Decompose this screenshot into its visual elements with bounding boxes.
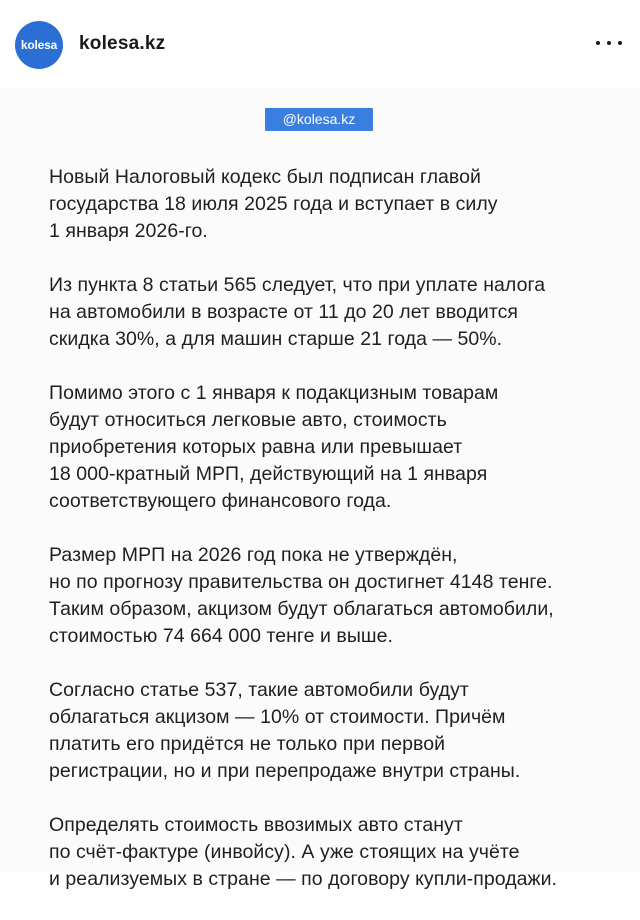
text-line: Размер МРП на 2026 год пока не утверждён,: [49, 544, 458, 566]
text-line: но по прогнозу правительства он достигнет 4148 тенге.: [49, 571, 553, 593]
more-horizontal-icon[interactable]: [596, 38, 622, 48]
text-line: и реализуемых в стране — по договору купли-продажи.: [49, 868, 558, 890]
text-line: по счёт-фактуре (инвойсу). А уже стоящих на учёте: [49, 841, 520, 863]
text-line: соответствующего финансового года.: [49, 490, 392, 512]
text-line: регистрации, но и при перепродаже внутри страны.: [49, 760, 521, 782]
text-line: будут относиться легковые авто, стоимость: [49, 409, 447, 431]
text-line: Согласно статье 537, такие автомобили будут: [49, 679, 469, 701]
text-line: облагаться акцизом — 10% от стоимости. Причём: [49, 706, 506, 728]
text-line: платить его придётся не только при первой: [49, 733, 446, 755]
kolesa-logo: kolesa: [20, 38, 58, 52]
paragraph: [49, 542, 619, 650]
text-line: Из пункта 8 статьи 565 следует, что при уплате налога: [49, 274, 546, 296]
text-line: Новый Налоговый кодекс был подписан главой: [49, 166, 481, 188]
paragraph: [49, 380, 619, 515]
text-line: на автомобили в возрасте от 11 до 20 лет вводится: [49, 301, 519, 323]
post-text: [49, 164, 619, 920]
paragraph: [49, 677, 619, 785]
text-line: Определять стоимость ввозимых авто станут: [49, 814, 463, 836]
avatar[interactable]: [15, 21, 63, 69]
text-line: 18 000-кратный МРП, действующий на 1 января: [49, 463, 488, 485]
text-line: приобретения которых равна или превышает: [49, 436, 463, 458]
paragraph: [49, 164, 619, 245]
text-line: 1 января 2026-го.: [49, 220, 208, 242]
account-name[interactable]: kolesa.kz: [79, 33, 166, 54]
paragraph: [49, 272, 619, 353]
paragraph: [49, 812, 619, 893]
text-line: Таким образом, акцизом будут облагаться автомобили,: [49, 598, 554, 620]
post-header: [0, 0, 640, 88]
text-line: государства 18 июля 2025 года и вступает в силу: [49, 193, 498, 215]
post-image[interactable]: [0, 88, 640, 890]
text-line: Помимо этого с 1 января к подакцизным товарам: [49, 382, 499, 404]
text-line: стоимостью 74 664 000 тенге и выше.: [49, 625, 393, 647]
watermark-tag: @kolesa.kz: [265, 108, 373, 131]
text-line: скидка 30%, а для машин старше 21 года — 50%.: [49, 328, 503, 350]
